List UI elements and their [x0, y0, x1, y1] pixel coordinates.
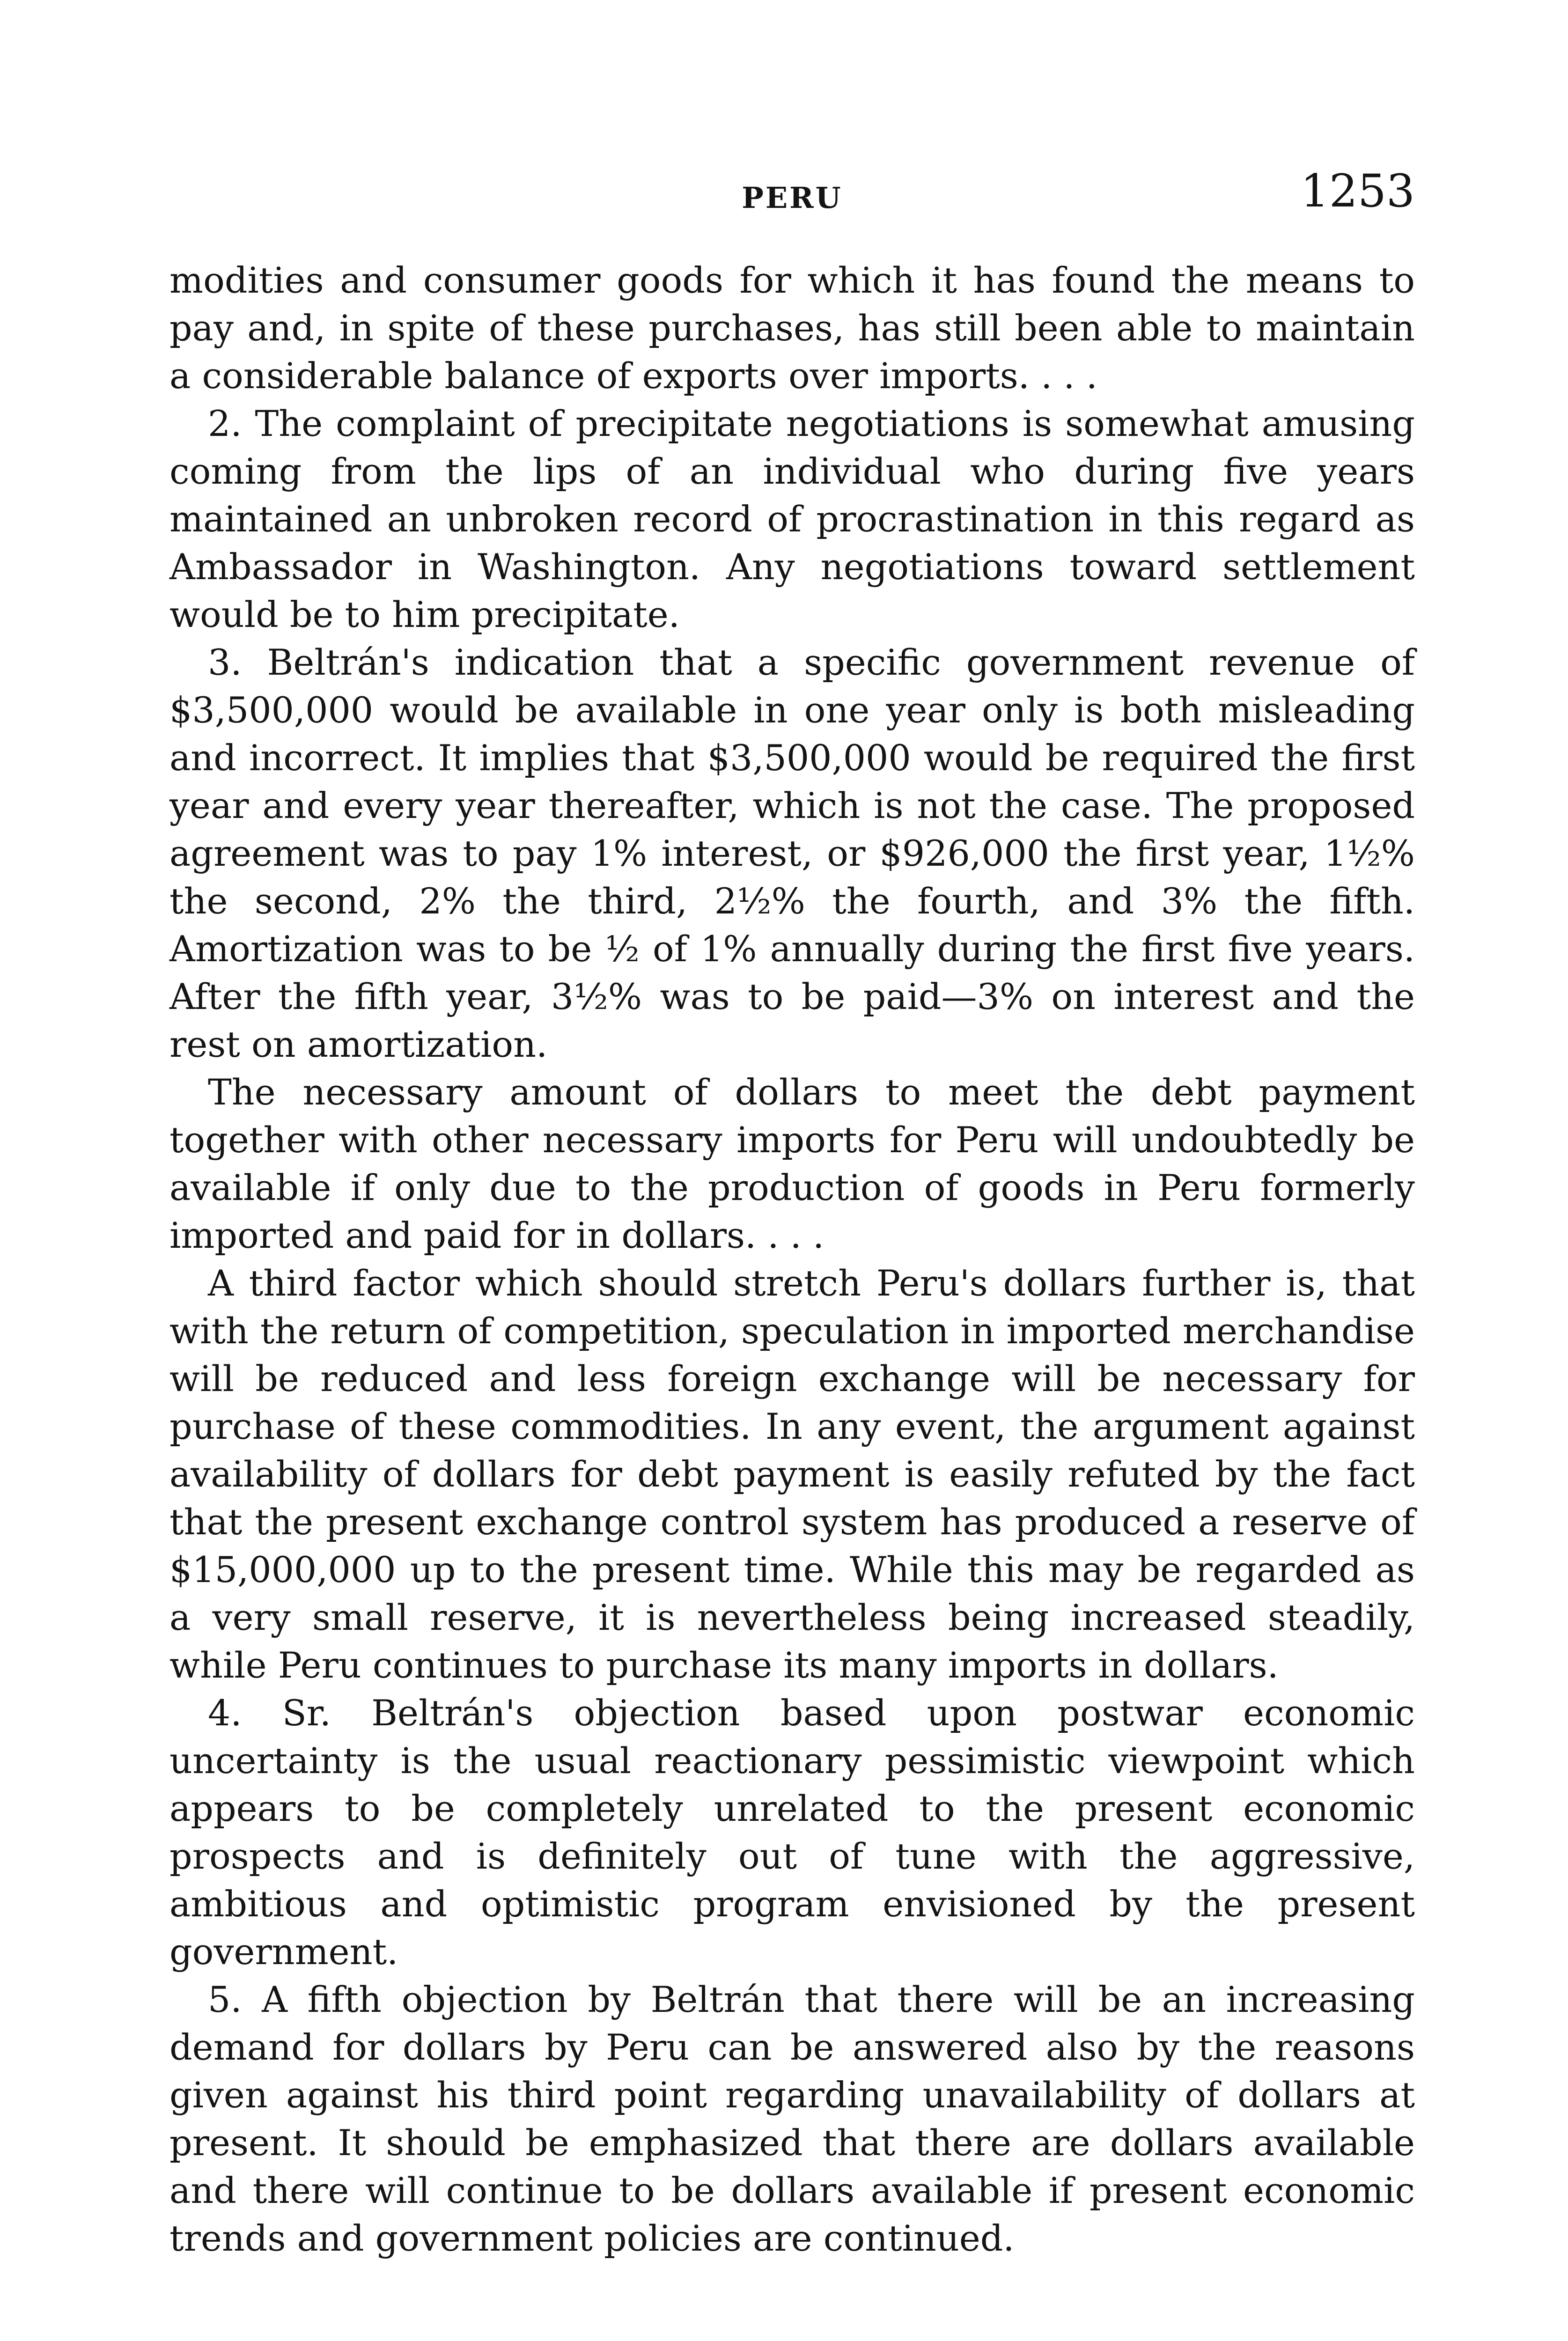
paragraph-continuation: modities and consumer goods for which it has found the means to pay and, in spite of these purchases, has still been able to maintain a considerable balance of exports over imports. . . .: [169, 259, 1415, 397]
paragraph-third-factor: A third factor which should stretch Peru's dollars further is, that with the return of competition, speculation in imported merchandise will be reduced and less foreign exchange will be necessary for purchase of these commodities. In any event, the argument against availability of dollars for debt payment is easily refuted by the fact that the present exchange control system has produced a reserve of $15,000,000 up to the present time. While this may be regarded as a very small reserve, it is nevertheless being increased steadily, while Peru continues to purchase its many imports in dollars.: [169, 1262, 1415, 1686]
running-head: PERU: [742, 181, 843, 215]
document-page: [169, 165, 1415, 2262]
paragraph-point-5: 5. A fifth objection by Beltrán that there will be an increasing demand for dollars by Peru can be answered also by the reasons given against his third point regarding unavailability of dollars at present. It should be emphasized that there are dollars available and there will continue to be dollars available if present economic trends and government policies are continued.: [169, 1979, 1415, 2259]
body-text: [169, 257, 1415, 2262]
paragraph-point-3: 3. Beltrán's indication that a specific government revenue of $3,500,000 would be available in one year only is both misleading and incorrect. It implies that $3,500,000 would be required the first year and every year thereafter, which is not the case. The proposed agreement was to pay 1% interest, or $926,000 the first year, 1½% the second, 2% the third, 2½% the fourth, and 3% the fifth. Amortization was to be ½ of 1% annually during the first five years. After the fifth year, 3½% was to be paid—3% on interest and the rest on amortization.: [169, 641, 1415, 1065]
paragraph-point-2: 2. The complaint of precipitate negotiations is somewhat amusing coming from the lips of an individual who during five years maintained an unbroken record of procrastination in this regard as Ambassador in Washington. Any negotiations toward settlement would be to him precipitate.: [169, 403, 1415, 635]
paragraph-dollars-available: The necessary amount of dollars to meet the debt payment together with other necessary imports for Peru will undoubtedly be available if only due to the production of goods in Peru formerly imported and paid for in dollars. . . .: [169, 1071, 1415, 1256]
page-number: 1253: [1300, 165, 1415, 217]
paragraph-point-4: 4. Sr. Beltrán's objection based upon postwar economic uncertainty is the usual reactionary pessimistic viewpoint which appears to be completely unrelated to the present economic prospects and is definitely out of tune with the aggressive, ambitious and optimistic program envisioned by the present government.: [169, 1692, 1415, 1973]
page-header: [169, 165, 1415, 220]
